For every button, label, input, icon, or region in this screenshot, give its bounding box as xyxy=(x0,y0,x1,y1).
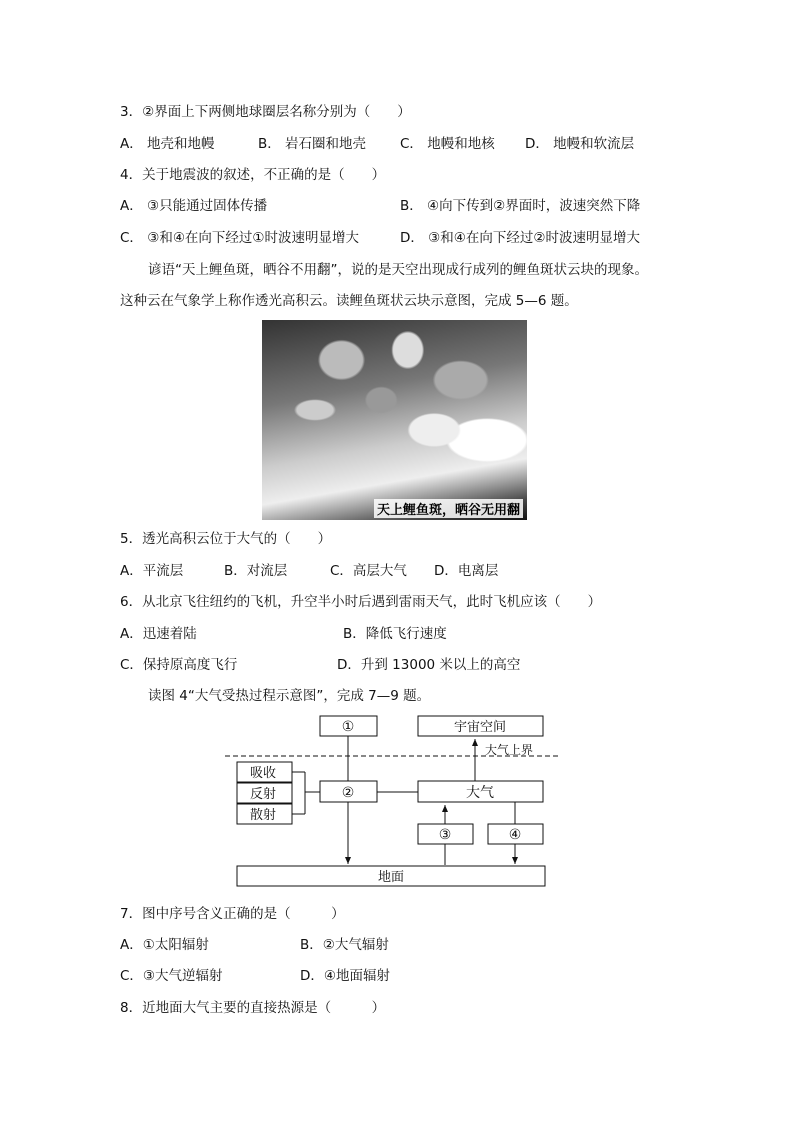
question-3-option-c: C． 地幔和地核 xyxy=(400,136,495,152)
question-6-stem: 6．从北京飞往纽约的飞机，升空半小时后遇到雷雨天气，此时飞机应该（ ） xyxy=(120,594,602,610)
intro-5-6-line-1: 谚语“天上鲤鱼斑，晒谷不用翻”，说的是天空出现成行成列的鲤鱼斑状云块的现象。 xyxy=(148,262,648,278)
absorb-label: 吸收 xyxy=(249,766,277,781)
box-4-label: ④ xyxy=(508,827,522,843)
ground-label: 地面 xyxy=(377,870,405,885)
question-7-option-a: A．①太阳辐射 xyxy=(120,937,209,953)
question-3-option-d: D． 地幔和软流层 xyxy=(525,136,635,152)
question-3-option-b: B． 岩石圈和地壳 xyxy=(258,136,367,152)
question-5-option-d: D．电离层 xyxy=(434,563,499,579)
intro-5-6-line-2: 这种云在气象学上称作透光高积云。读鲤鱼斑状云块示意图，完成 5—6 题。 xyxy=(120,293,578,309)
question-7-stem: 7．图中序号含义正确的是（ ） xyxy=(120,906,345,922)
reflect-label: 反射 xyxy=(249,787,277,802)
box-2-label: ② xyxy=(341,785,355,801)
question-7-option-d: D．④地面辐射 xyxy=(300,968,390,984)
question-5-option-a: A．平流层 xyxy=(120,563,184,579)
question-5-option-b: B．对流层 xyxy=(224,563,288,579)
question-7-option-c: C．③大气逆辐射 xyxy=(120,968,223,984)
question-5-stem: 5．透光高积云位于大气的（ ） xyxy=(120,531,332,547)
cloud-photo xyxy=(262,320,527,520)
intro-7-9: 读图 4“大气受热过程示意图”，完成 7—9 题。 xyxy=(148,688,431,704)
boundary-label: 大气上界 xyxy=(485,743,534,757)
scatter-label: 散射 xyxy=(249,808,277,823)
space-label: 宇宙空间 xyxy=(453,720,507,735)
question-6-option-c: C．保持原高度飞行 xyxy=(120,657,238,673)
question-3-stem: 3．②界面上下两侧地球圈层名称分别为（ ） xyxy=(120,104,411,120)
question-7-option-b: B．②大气辐射 xyxy=(300,937,389,953)
question-8-stem: 8．近地面大气主要的直接热源是（ ） xyxy=(120,1000,386,1016)
question-6-option-b: B．降低飞行速度 xyxy=(343,626,447,642)
question-4-stem: 4．关于地震波的叙述，不正确的是（ ） xyxy=(120,167,386,183)
photo-caption: 天上鲤鱼斑，晒谷无用翻 xyxy=(374,499,523,518)
question-3-option-a: A． 地壳和地幔 xyxy=(120,136,215,152)
question-4-option-a: A． ③只能通过固体传播 xyxy=(120,198,268,214)
atmosphere-heating-diagram xyxy=(215,708,560,890)
box-1-label: ① xyxy=(341,719,355,735)
box-3-label: ③ xyxy=(438,827,452,843)
question-4-option-b: B． ④向下传到②界面时，波速突然下降 xyxy=(400,198,641,214)
atmosphere-label: 大气 xyxy=(466,785,494,801)
question-6-option-d: D．升到 13000 米以上的高空 xyxy=(337,657,521,673)
question-4-option-d: D． ③和④在向下经过②时波速明显增大 xyxy=(400,230,640,246)
question-5-option-c: C．高层大气 xyxy=(330,563,407,579)
question-6-option-a: A．迅速着陆 xyxy=(120,626,197,642)
question-4-option-c: C． ③和④在向下经过①时波速明显增大 xyxy=(120,230,360,246)
